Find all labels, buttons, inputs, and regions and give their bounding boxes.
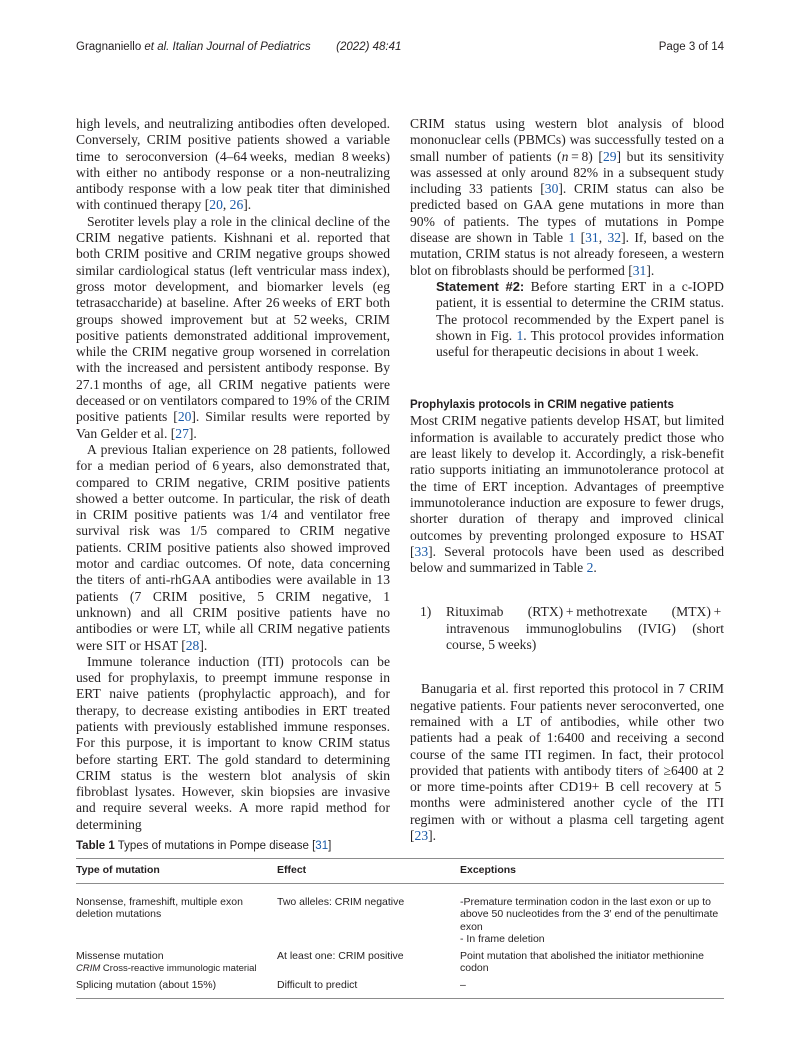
citation-link[interactable]: 29 [602,148,617,164]
table-cell: – [460,975,724,999]
table-cell: Two alleles: CRIM negative [277,895,405,908]
citation-link[interactable]: 28 [185,637,200,653]
citation-link[interactable]: 30 [544,181,559,197]
citation-link[interactable]: 31 [315,840,329,852]
paragraph: Immune tolerance induction (ITI) protocols can be used for prophylaxis, to preempt immune response in ERT naive patients (prophylactic approach), and for therapy, to decrease existing antibodies in ERT treated patients with previously established immune responses. For this purpose, it is important to know CRIM status before starting ERT. The gold standard to determining CRIM status is the western blot analysis of skin fibroblast lysates. However, skin biopsies are invasive and require several weeks. A more rapid method for determining [76,653,390,832]
table-cell: Missense mutation [76,949,164,962]
header-authors: Gragnaniello [76,41,145,53]
section-heading: Prophylaxis protocols in CRIM negative patients [410,399,674,412]
table-cell: Nonsense, frameshift, multiple exon deletion mutations [76,895,243,920]
citation-link[interactable]: 31 [585,230,599,246]
list-item: 1) Rituximab (RTX) + methotrexate (MTX) + intravenous immunoglobulins (IVIG) (short course, 5 weeks) [420,604,724,653]
column-header: Exceptions [460,859,724,884]
table-link[interactable]: 1 [568,230,576,246]
header-journal: et al. Italian Journal of Pediatrics [144,41,311,53]
paragraph: Most CRIM negative patients develop HSAT, but limited information is available to accurately predict those who are least likely to develop it. Accordingly, a risk-benefit ratio supports initiating an immunotolerance protocol at the time of ERT inception. Advantages of preemptive immunotolerance induction are exposure to fewer drugs, shorter duration of therapy and improved clinical outcomes by preventing prolonged exposure to HSAT [33]. Several protocols have been used as described below and summarized in Table 2. [410,413,724,576]
paragraph: Banugaria et al. first reported this protocol in 7 CRIM negative patients. Four patients never seroconverted, one remained with a LT of antibodies, while other two patients had a peak of 1:6400 and receiving a second course of the same ITI regimen. In fact, their protocol provided that patients with antibody titers of ≥6400 at 2 or more time-points after CD19+ B cell recovery at 5 months were administered another cycle of the ITI regimen with or without a plasma cell targeting agent [23]. [410,681,724,843]
paragraph: high levels, and neutralizing antibodies often developed. Conversely, CRIM positive patients showed a variable time to seroconversion (4–64 weeks, median 8 weeks) with either no antibody response or a non-neutralizing antibody response with a low peak titer that diminished with continued therapy [20, 26]. [76,116,390,213]
table-footnote: CRIM Cross-reactive immunologic material [76,963,257,974]
citation-link[interactable]: 32 [607,230,622,246]
citation-link[interactable]: 27 [175,425,189,441]
citation-link[interactable]: 23 [414,827,429,843]
citation-link[interactable]: 26 [229,197,244,213]
table-row [76,975,724,999]
table-row [76,883,724,946]
figure-link[interactable]: 1 [516,327,524,343]
paragraph: A previous Italian experience on 28 patients, followed for a median period of 6 years, also demonstrated that, compared to CRIM negative, CRIM positive patients showed a better outcome. In particular, the risk of death in CRIM positive patients was 1/4 and ventilator free survival risk was 1/5 compared to CRIM negative patients. CRIM positive patients also showed improved motor and cardiac outcomes. Of note, data concerning the titers of anti-rhGAA antibodies were available in 13 patients (7 CRIM positive, 5 CRIM negative, 1 unknown) and all CRIM positive patients have no antibodies or were LT, while all CRIM negative patients were SIT or HSAT [28]. [76,441,390,653]
paragraph: CRIM status using western blot analysis of blood mononuclear cells (PBMCs) was successfully tested on a small number of patients (n = 8) [29] but its sensitivity was assessed at only around 82% in a subsequent study including 33 patients [30]. CRIM status can also be predicted based on GAA gene mutations in more than 90% of patients. The types of mutations in Pompe disease are shown in Table 1 [31, 32]. If, based on the mutation, CRIM status is not already foreseen, a western blot on fibroblasts should be performed [31]. [410,116,725,278]
column-header: Type of mutation [76,859,277,884]
running-header [76,41,401,53]
paragraph: Serotiter levels play a role in the clinical decline of the CRIM negative patients. Kishnani et al. reported that both CRIM positive and CRIM negative groups showed similar cardiological status (left ventricular mass index), gross motor development, and biomarker levels (eg tetrasaccharide) at baseline. After 26 weeks of ERT both groups showed improvement but at 52 weeks, CRIM positive patients demonstrated additional improvement, while the CRIM negative group worsened in correlation with the increased and persistent antibody response. By 27.1 months of age, all CRIM negative patients were deceased or on ventilators compared to 19% of the CRIM positive patients [20]. Similar results were reported by Van Gelder et al. [27]. [76,213,391,441]
citation-link[interactable]: 33 [414,543,429,559]
right-column [410,116,724,844]
table-cell: Point mutation that abolished the initiator methionine codon [460,949,704,974]
citation-link[interactable]: 31 [632,262,647,278]
table-cell: -Premature termination codon in the last exon or up to above 50 nucleotides from the 3′ end of the penultimate exon - In frame deletion [460,895,719,945]
table-cell: Splicing mutation (about 15%) [76,975,277,999]
left-column [76,116,390,833]
column-header: Effect [277,859,460,884]
mutation-table [76,858,724,999]
header-volume: (2022) 48:41 [310,41,402,53]
statement-block: Statement #2: Before starting ERT in a c-IOPD patient, it is essential to determine the CRIM status. The protocol recommended by the Expert panel is shown in Fig. 1. This protocol provides information useful for therapeutic decisions in about 1 week. [436,278,724,360]
table-link[interactable]: 2 [586,560,594,576]
table-cell: Difficult to predict [277,975,460,999]
statement-label: Statement #2: [436,278,525,294]
citation-link[interactable]: 20 [177,409,192,425]
citation-link[interactable]: 20 [209,197,223,213]
page-number: Page 3 of 14 [658,41,724,53]
table-header-row [76,859,724,884]
table-cell: At least one: CRIM positive [277,949,404,962]
table-caption: Table 1 Types of mutations in Pompe disease [31] [76,840,332,852]
table-label: Table 1 [76,840,115,852]
